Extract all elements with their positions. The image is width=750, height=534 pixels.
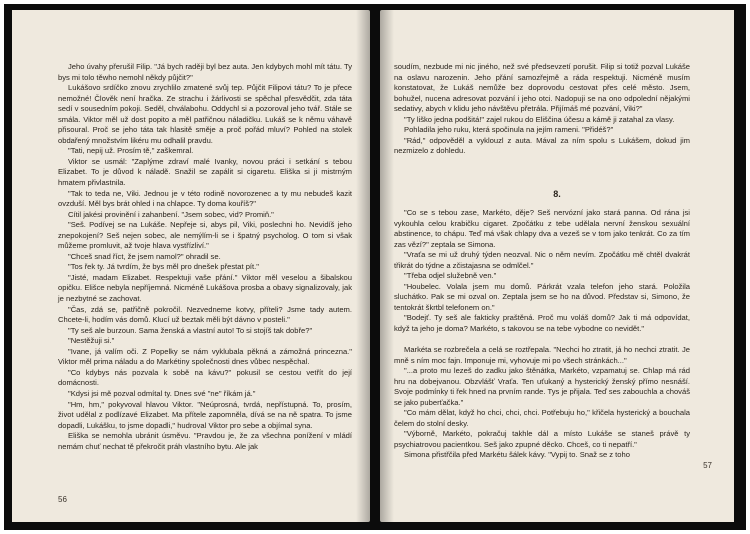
paragraph: "Ty liško jedna podšitá!" zajel rukou do Eliščina účesu a kámě ji zatahal za vlasy. — [404, 114, 675, 124]
paragraph: "...a proto mu lezeš do zadku jako štěnátka, Markéto, vzpamatuj se. Chlap má rád hru na dobejvanou. Obzvlášť Vraťa. Ten uťukaný a hysterický ženský přímo nesnáší. Svoje podmínky ti řek hned na prvním rande. Tys je přijala. Teď ses zabouchla a chováš se jako puberťačka." — [394, 366, 690, 407]
paragraph: Lukášovo srdíčko znovu zrychlilo zmatené svůj tep. Půjčit Filipovi tátu? To je přece nemožné! Člověk není hračka. Ze strachu i žárlivosti se spěchal přesvědčit, zda táta sedí v sousedním pokoji. Seděl, chválabohu. Oddychl si a pozoroval jeho tvář. Stále se smála. Viktor měl už dost popito a měl patřičnou náladičku. Lukáš se k němu váhavě přisoural. Proč se jeho táta tak hlasitě směje a proč pořád mluví? Pohled na stolek obdařený množstvím likéru mu odhalil pravdu. — [58, 83, 352, 145]
page-number: 57 — [703, 461, 712, 470]
paragraph: Viktor se usmál: "Zaplýme zdraví malé Ivanky, novou práci i setkání s tebou Elizabet. To je důvod k náladě. Snažil se zapálit si cigaretu. Eliška si ji mistrným hmatem přivlastnila. — [58, 156, 352, 188]
paragraph: "Ivane, já valím oči. Z Popelky se nám vyklubala pěkná a zámožná princezna." Viktor měl prima náladu a do Markétiny společnosti dnes vůbec nespěchal. — [58, 346, 352, 367]
book-spread — [4, 4, 746, 530]
paragraph: "Výborně, Markéto, pokračuj takhle dál a místo Lukáše se staneš právě ty psychiatrovou pacientkou. Seš jako zpupné děcko. Chceš, co ti nepatří." — [394, 429, 690, 449]
paragraph: "Tos řek ty. Já tvrdím, že bys měl pro dnešek přestat pít." — [68, 262, 259, 272]
paragraph: "Čas, zdá se, patřičně pokročil. Nezvedneme kotvy, příteli? Jsme tady autem. Chcete-li, hodím vás domů. Klucí už beztak měli být dávno v posteli." — [58, 304, 352, 325]
paragraph: "Tak to teda ne, Viki. Jednou je v této rodině novorozenec a ty mu nebudeš kazit ovzduší. Měl bys brát ohled i na chlapce. Ty doma kouříš?" — [58, 188, 352, 209]
right-page-text-bottom — [394, 345, 690, 461]
paragraph: "Nestěžuji si." — [68, 336, 115, 346]
paragraph: "Tati, nepij už. Prosím tě," zaškemral. — [68, 146, 194, 156]
right-page — [380, 10, 734, 522]
paragraph: "Co mám dělat, když ho chci, chci, chci. Potřebuju ho," křičela hysterický a bouchala čelem do stolní desky. — [394, 408, 690, 428]
paragraph: Pohladila jeho ruku, která spočinula na jejím rameni. "Přidéš?" — [404, 125, 614, 135]
left-page — [12, 10, 370, 522]
left-page-text — [58, 62, 352, 452]
paragraph: "Chceš snad říct, že jsem namol?" ohradil se. — [68, 251, 221, 261]
paragraph: "Kdysi jsi mě pozval odmítal ty. Dnes své "ne" říkám já." — [68, 388, 256, 398]
paragraph: "Rád," odpověděl a vyklouzl z auta. Mával za ním spolu s Lukášem, dokud jim nezmizelo z dohledu. — [394, 135, 690, 156]
paragraph: Simona přistřčila před Markétu šálek kávy. "Vypij to. Snaž se z toho — [404, 450, 630, 460]
paragraph: "Třeba odjel služebně ven." — [404, 271, 497, 281]
paragraph: Jeho úvahy přerušil Filip. "Já bych raději byl bez auta. Jen kdybych mohl mít tátu. Ty bys mi tolo těwho nemohl někdy půjčit?" — [58, 62, 352, 82]
right-page-text-top — [394, 62, 690, 157]
paragraph: "Bodejť. Ty seš ale fakticky praštěná. Proč mu voláš domů? Jak ti má odpovídat, když ta jeho je doma? Markéto, s takovou se na tebe vybodne co nevidět." — [394, 313, 690, 334]
paragraph: "Co kdybys nás pozvala k sobě na kávu?" pokusil se cestou vetřít do její domácnosti. — [58, 367, 352, 388]
paragraph: "Houbelec. Volala jsem mu domů. Párkrát vzala telefon jeho stará. Položila sluchátko. Pak se mi ozval on. Zeptala jsem se ho na důvod. Představ si, Simono, že tentokrát škrtbl telefonem on." — [394, 281, 690, 312]
right-page-text-middle — [394, 208, 690, 335]
paragraph: "Ty seš ale burzoun. Sama ženská a vlastní auto! To si stojíš tak dobře?" — [68, 325, 313, 335]
page-number: 56 — [58, 495, 67, 504]
paragraph: "Co se s tebou zase, Markéto, děje? Seš nervózní jako stará panna. Od rána jsi vykouhla celou krabičku cigaret. Zpočátku z tebe udělala nervní ženskou sexuální abstinence, to chápu. Teď má však chlapy dva a vezeš se v tom jako tenkrát. Co za tím zas vězí?" zeptala se Simona. — [394, 208, 690, 249]
paragraph: "Hm, hm," pokyvoval hlavou Viktor. "Neúprosná, tvrdá, nepřístupná. To, prosím, život udělal z podlízavé Elizabet. Ma přítele zapomněla, dívá se na ně spatra. To jsme dopadli, Lukášku, to jsme dopadli," hudroval Viktor pro sebe a objímal syna. — [58, 399, 352, 430]
paragraph: "Seš. Podívej se na Lukáše. Nepřeje si, abys pil, Viki, poslechni ho. Nevidíš jeho znepokojení? Seš nejen sobec, ale nemýlím-li se i špatný psycholog. O tom si však můžeme promluvit, až tvoje hlava vystřízliví." — [58, 220, 352, 251]
paragraph: Cítil jakési provinění i zahanbení. "Jsem sobec, vid? Promiň." — [68, 209, 274, 219]
paragraph: Eliška se nemohla ubránit úsměvu. "Pravdou je, že za všechna ponížení v mládí nemám chuť nechat tě překročit práh vlastního bytu. Ale jak — [58, 431, 352, 451]
gutter-shadow — [356, 10, 370, 522]
paragraph: "Vraťa se mi už druhý týden neozval. Nic o něm nevím. Zpočátku mě chtěl dvakrát třikrát do týdne a zčistajasna se odmlčel." — [394, 250, 690, 270]
paragraph: soudím, nezbude mi nic jiného, než své předsevzetí porušit. Filip si totiž pozval Lukáše na oslavu narozenin. Jeho přání samozřejmě a ráda respektuji. Nicméně musím konstatovat, že Lukáš nemůže bez doprovodu cestovat přes celé město. Jsem, bohužel, nucena adresovat pozvání i jeho otci. Nadopuji se na ono odpolední nějakými sedativy, abych v klidu jeho návštěvu přetrála. Přijímáš mé pozvání, Viki?" — [394, 62, 690, 114]
paragraph: "Jisté, madam Elizabet. Respektuji vaše přání." Viktor měl veselou a šibalskou opičku. Elišce nebyla nepříjemná. Nicméně Lukášova prosba a obavy signalizovaly, jak je nezbytné se zachovat. — [58, 272, 352, 304]
gutter-shadow — [380, 10, 394, 522]
paragraph: Markéta se rozbrečela a celá se roztřepala. "Nechci ho ztratit, já ho nechci ztratit. Je mně s ním moc fajn. Imponuje mi, vyhovuje mi po všech stránkách..." — [394, 345, 690, 365]
chapter-heading: 8. — [553, 189, 561, 199]
